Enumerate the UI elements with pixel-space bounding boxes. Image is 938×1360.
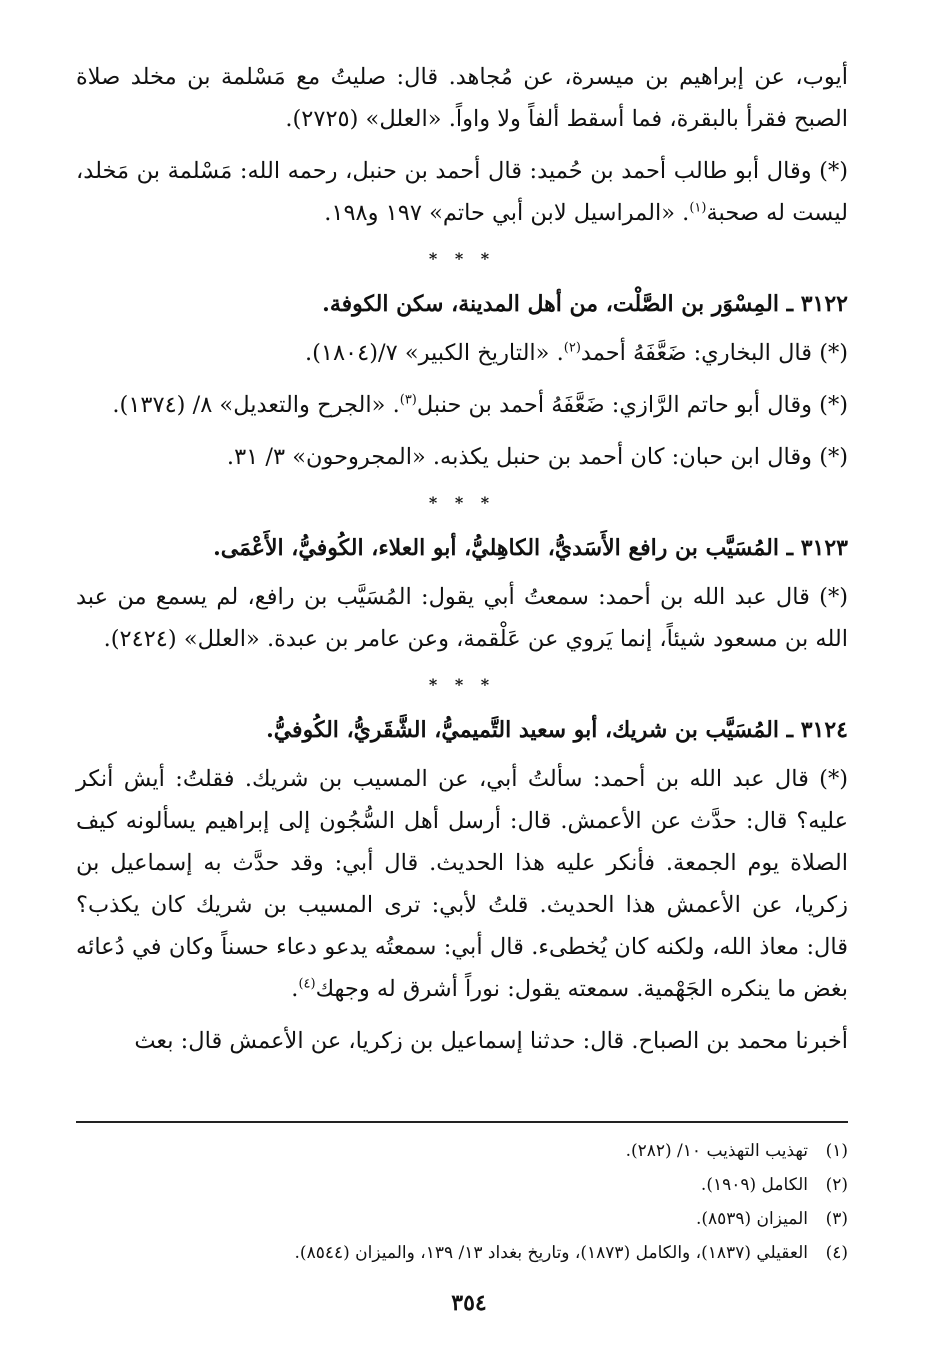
entry-heading: ٣١٢٤ ـ المُسَيَّب بن شريك، أبو سعيد التَّميميُّ، الشَّقَريُّ، الكُوفيُّ. <box>266 717 848 743</box>
paragraph <box>76 332 848 374</box>
paragraph <box>76 150 848 234</box>
paragraph-text: (*) قال البخاري: ضَعَّفَهُ أحمد <box>580 340 848 366</box>
paragraph-text: (*) وقال أبو طالب أحمد بن حُميد: قال أحمد بن حنبل، رحمه الله: مَسْلمة بن مَخلد، ليست له صحبة <box>76 158 848 226</box>
footnote <box>76 1236 848 1270</box>
paragraph <box>76 384 848 426</box>
paragraph-text: . <box>291 976 299 1002</box>
entry-heading: ٣١٢٢ ـ المِسْوَر بن الصَّلْت، من أهل المدينة، سكن الكوفة. <box>322 291 848 317</box>
paragraph-text: أخبرنا محمد بن الصباح. قال: حدثنا إسماعيل بن زكريا، عن الأعمش قال: بعث <box>134 1028 848 1054</box>
footnote-number: (١) <box>825 1141 848 1161</box>
paragraph-text: (*) قال عبد الله بن أحمد: سألتُ أبي، عن المسيب بن شريك. فقلتُ: أيش أنكر عليه؟ قال: حدَّث عن الأعمش. قال: أرسل أهل السُّجُون إلى إبراهيم يسألونه كيف الصلاة يوم الجمعة. فأنكر عليه هذا الحديث. قال أبي: وقد حدَّث به إسماعيل بن زكريا، عن الأعمش هذا الحديث. قلتُ لأبي: ترى المسيب بن شريك كان يكذب؟ قال: معاذ الله، ولكنه كان يُخطىء. قال أبي: سمعتُه يدعو دعاء حسناً وكان في دُعائه بغض ما ينكره الجَهْمية. سمعته يقول: نوراً أشرق له وجهك <box>76 766 848 1002</box>
footnote-ref: (٣) <box>399 392 417 408</box>
footnote-text: الميزان (٨٥٣٩). <box>695 1209 808 1229</box>
page-number: ٣٥٤ <box>451 1290 487 1316</box>
footnote-text: الكامل (١٩٠٩). <box>700 1175 808 1195</box>
section-separator: * * * <box>428 675 496 694</box>
footnote-ref: (٢) <box>563 340 581 356</box>
paragraph-text: (*) وقال أبو حاتم الرَّازي: ضَعَّفَهُ أحمد بن حنبل <box>416 392 848 418</box>
footnote-text: تهذيب التهذيب ١٠/ (٢٨٢). <box>625 1141 808 1161</box>
footnote <box>76 1134 848 1168</box>
entry-heading: ٣١٢٣ ـ المُسَيَّب بن رافع الأَسَديُّ، الكاهِليُّ، أبو العلاء، الكُوفيُّ، الأَعْمَى. <box>213 535 848 561</box>
paragraph-text: (*) قال عبد الله بن أحمد: سمعتُ أبي يقول: المُسَيَّب بن رافع، لم يسمع من عبد الله بن مسعود شيئاً، إنما يَروي عن عَلْقمة، وعن عامر بن عبدة. «العلل» (٢٤٢٤). <box>76 584 848 652</box>
paragraph-text: . «التاريخ الكبير» ٧/(١٨٠٤). <box>304 340 564 366</box>
section-separator: * * * <box>428 249 496 268</box>
footnote-divider <box>76 1121 848 1123</box>
footnote-number: (٢) <box>825 1175 848 1195</box>
paragraph-text: (*) وقال ابن حبان: كان أحمد بن حنبل يكذبه. «المجروحون» ٣/ ٣١. <box>226 444 848 470</box>
paragraph-text: . «المراسيل لابن أبي حاتم» ١٩٧ و١٩٨. <box>324 200 690 226</box>
footnote-ref: (١) <box>689 200 707 216</box>
footnote <box>76 1202 848 1236</box>
paragraph <box>76 436 848 478</box>
section-separator: * * * <box>428 493 496 512</box>
paragraph <box>76 56 848 140</box>
paragraph-text: . «الجرح والتعديل» ٨/ (١٣٧٤). <box>112 392 400 418</box>
paragraph-text: أيوب، عن إبراهيم بن ميسرة، عن مُجاهد. قال: صليتُ مع مَسْلمة بن مخلد صلاة الصبح فقرأ بالبقرة، فما أسقط ألفاً ولا واواً. «العلل» (٢٧٢٥). <box>76 64 848 132</box>
footnote-text: العقيلي (١٨٣٧)، والكامل (١٨٧٣)، وتاريخ بغداد ١٣/ ١٣٩، والميزان (٨٥٤٤). <box>294 1243 808 1263</box>
paragraph <box>76 1020 848 1062</box>
footnote <box>76 1168 848 1202</box>
footnote-ref: (٤) <box>298 976 316 992</box>
footnote-number: (٤) <box>825 1243 848 1263</box>
paragraph <box>76 576 848 660</box>
footnote-number: (٣) <box>825 1209 848 1229</box>
footnotes <box>76 1134 848 1270</box>
paragraph <box>76 758 848 1010</box>
